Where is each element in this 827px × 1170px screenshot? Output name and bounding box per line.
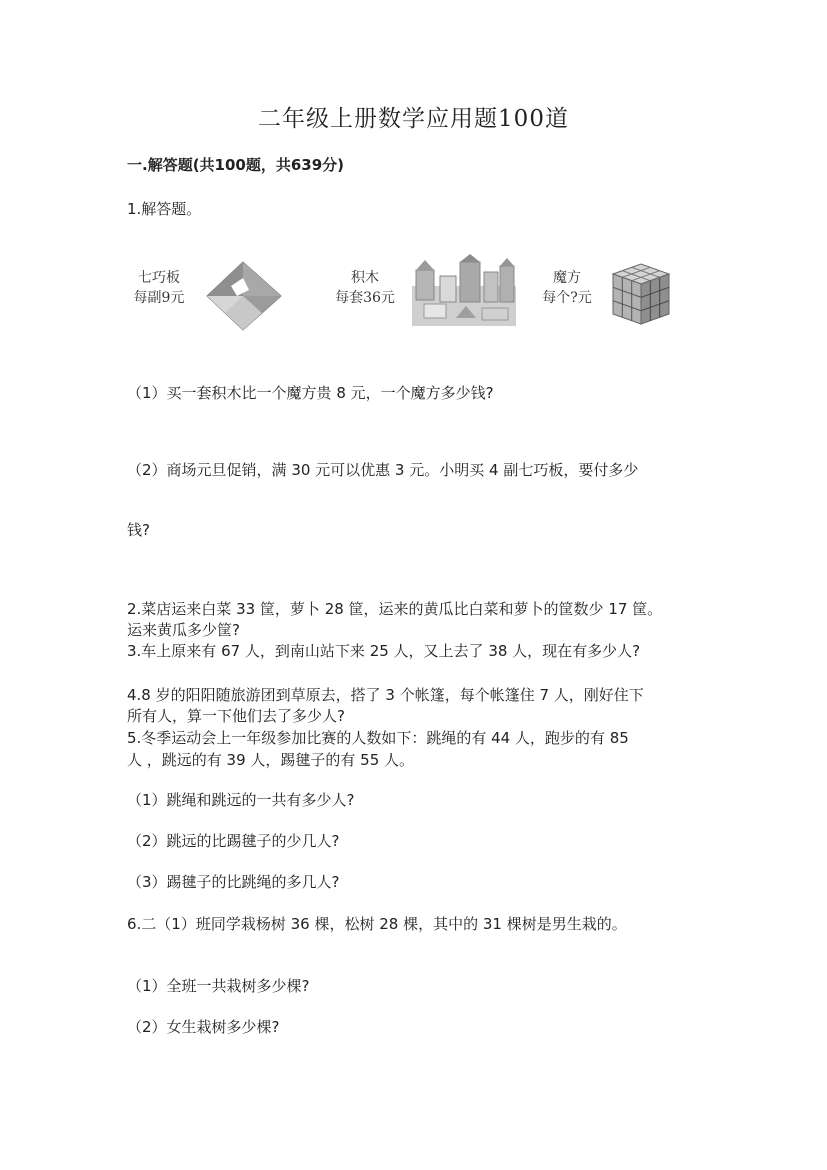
question-6-sub-1: （1）全班一共栽树多少棵? bbox=[127, 977, 310, 995]
question-1-sub-2-line-1: （2）商场元旦促销，满 30 元可以优惠 3 元。小明买 4 副七巧板，要付多少 bbox=[127, 461, 639, 479]
rubiks-cube-icon bbox=[607, 260, 675, 328]
question-1-heading: 1.解答题。 bbox=[127, 200, 202, 218]
tangram-name: 七巧板 bbox=[138, 270, 180, 286]
tangram-icon bbox=[201, 256, 285, 332]
question-5-sub-2: （2）跳远的比踢毽子的少几人? bbox=[127, 832, 340, 850]
tangram-label bbox=[127, 268, 191, 308]
question-5-line-2: 人 ，跳远的有 39 人，踢毽子的有 55 人。 bbox=[127, 751, 415, 769]
question-1-sub-2-line-2: 钱? bbox=[127, 521, 150, 539]
question-5-sub-3: （3）踢毽子的比跳绳的多几人? bbox=[127, 873, 340, 891]
cube-name: 魔方 bbox=[553, 270, 581, 286]
question-2-line-2: 运来黄瓜多少筐? bbox=[127, 621, 240, 639]
price-figure bbox=[127, 250, 675, 334]
cube-label bbox=[535, 268, 599, 308]
tangram-price: 每副9元 bbox=[133, 290, 185, 306]
question-3: 3.车上原来有 67 人，到南山站下来 25 人，又上去了 38 人，现在有多少人? bbox=[127, 642, 641, 660]
blocks-label bbox=[327, 268, 403, 308]
question-2-line-1: 2.菜店运来白菜 33 筐，萝卜 28 筐，运来的黄瓜比白菜和萝卜的筐数少 17 筐。 bbox=[127, 600, 663, 618]
page-title: 二年级上册数学应用题100道 bbox=[258, 106, 569, 132]
question-5-sub-1: （1）跳绳和跳远的一共有多少人? bbox=[127, 791, 355, 809]
blocks-name: 积木 bbox=[351, 270, 379, 286]
question-4-line-1: 4.8 岁的阳阳随旅游团到草原去，搭了 3 个帐篷，每个帐篷住 7 人，刚好住下 bbox=[127, 686, 644, 704]
question-4-line-2: 所有人，算一下他们去了多少人? bbox=[127, 707, 345, 725]
question-5-line-1: 5.冬季运动会上一年级参加比赛的人数如下：跳绳的有 44 人，跑步的有 85 bbox=[127, 729, 629, 747]
question-1-sub-1: （1）买一套积木比一个魔方贵 8 元，一个魔方多少钱? bbox=[127, 384, 494, 402]
section-heading: 一.解答题(共100题，共639分) bbox=[127, 156, 345, 174]
question-6-line-1: 6.二（1）班同学栽杨树 36 棵，松树 28 棵，其中的 31 棵树是男生栽的。 bbox=[127, 915, 627, 933]
question-6-sub-2: （2）女生栽树多少棵? bbox=[127, 1018, 280, 1036]
cube-price: 每个?元 bbox=[542, 290, 592, 306]
blocks-price: 每套36元 bbox=[335, 290, 395, 306]
building-blocks-icon bbox=[410, 252, 518, 332]
